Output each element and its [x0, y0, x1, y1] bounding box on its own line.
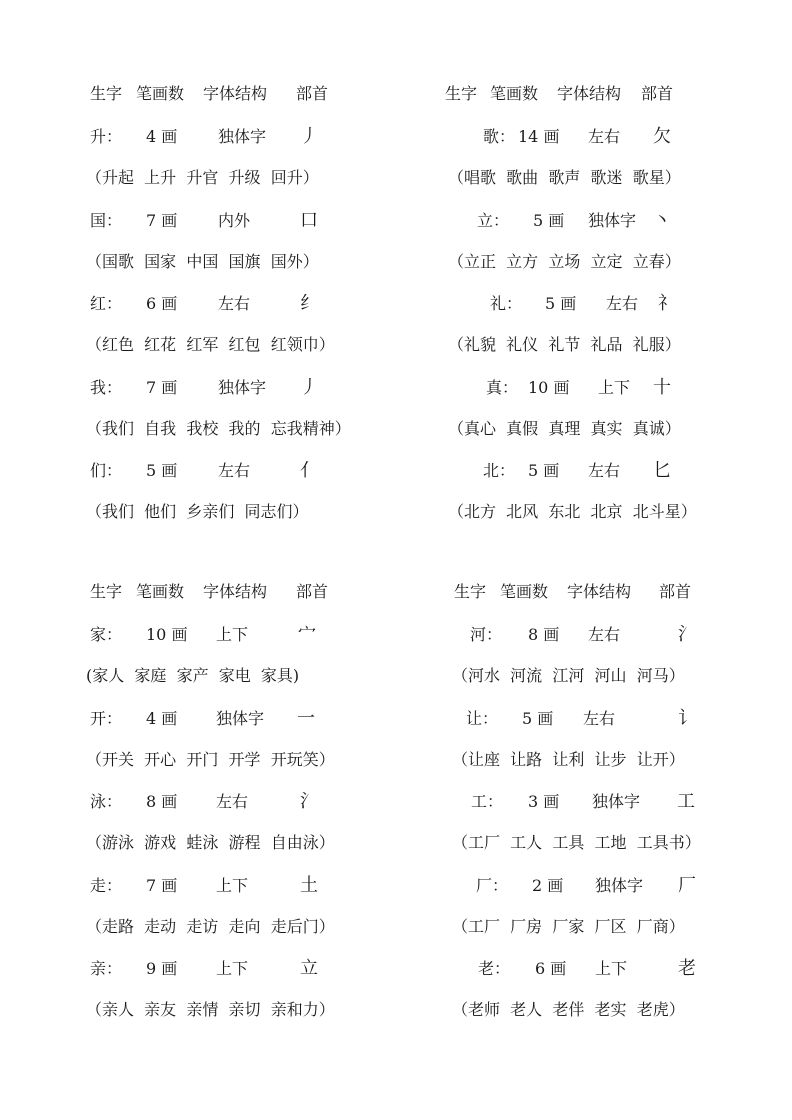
character: 礼： [490, 294, 523, 313]
stroke-count: 5 画 [528, 461, 560, 480]
structure: 上下 [216, 959, 249, 978]
radical: 立 [300, 958, 318, 979]
column-header: 字体结构 [557, 84, 622, 103]
radical: 氵 [300, 791, 318, 812]
stroke-count: 5 画 [146, 461, 178, 480]
example-words: （立正 立方 立场 立定 立春） [448, 252, 681, 271]
structure: 上下 [216, 876, 249, 895]
column-header: 字体结构 [203, 582, 268, 601]
example-words: （河水 河流 江河 河山 河马） [452, 666, 685, 685]
stroke-count: 7 画 [146, 378, 178, 397]
structure: 左右 [588, 625, 621, 644]
stroke-count: 7 画 [146, 211, 178, 230]
column-header: 部首 [659, 582, 692, 601]
column-header: 部首 [296, 582, 329, 601]
radical: 丿 [300, 377, 318, 398]
structure: 独体字 [588, 211, 637, 230]
character: 国： [90, 211, 123, 230]
stroke-count: 14 画 [518, 127, 560, 146]
radical: 十 [653, 377, 671, 398]
example-words: （老师 老人 老伴 老实 老虎） [452, 1000, 685, 1019]
character: 红： [90, 294, 123, 313]
example-words: （走路 走动 走访 走向 走后门） [86, 917, 335, 936]
radical: 丶 [653, 210, 671, 231]
example-words: （亲人 亲友 亲情 亲切 亲和力） [86, 1000, 335, 1019]
stroke-count: 9 画 [146, 959, 178, 978]
radical: 匕 [653, 460, 671, 481]
character: 让： [466, 709, 499, 728]
character: 我： [90, 378, 123, 397]
character: 立： [477, 211, 510, 230]
structure: 左右 [588, 127, 621, 146]
stroke-count: 5 画 [522, 709, 554, 728]
column-header: 部首 [296, 84, 329, 103]
structure: 左右 [606, 294, 639, 313]
example-words: （工厂 厂房 厂家 厂区 厂商） [452, 917, 685, 936]
example-words: （唱歌 歌曲 歌声 歌迷 歌星） [448, 168, 681, 187]
character: 亲： [90, 959, 123, 978]
column-header: 笔画数 [500, 582, 549, 601]
example-words: (家人 家庭 家产 家电 家具) [86, 666, 300, 685]
column-header: 生字 [445, 84, 478, 103]
column-header: 笔画数 [136, 84, 185, 103]
character: 厂： [476, 876, 509, 895]
structure: 左右 [218, 294, 251, 313]
column-header: 字体结构 [567, 582, 632, 601]
structure: 上下 [595, 959, 628, 978]
radical: 氵 [678, 624, 696, 645]
stroke-count: 10 画 [528, 378, 570, 397]
stroke-count: 2 画 [532, 876, 564, 895]
column-header: 生字 [90, 582, 123, 601]
example-words: （真心 真假 真理 真实 真诚） [448, 419, 681, 438]
character: 家： [90, 625, 123, 644]
character: 们： [90, 461, 123, 480]
example-words: （开关 开心 开门 开学 开玩笑） [86, 750, 335, 769]
example-words: （红色 红花 红军 红包 红领巾） [86, 335, 335, 354]
structure: 左右 [588, 461, 621, 480]
stroke-count: 6 画 [146, 294, 178, 313]
structure: 独体字 [218, 378, 267, 397]
stroke-count: 10 画 [146, 625, 188, 644]
radical: 老 [678, 958, 696, 979]
radical: 口 [300, 210, 318, 231]
column-header: 笔画数 [136, 582, 185, 601]
radical: 礻 [658, 293, 676, 314]
structure: 独体字 [592, 792, 641, 811]
column-header: 生字 [90, 84, 123, 103]
radical: 土 [300, 875, 318, 896]
example-words: （国歌 国家 中国 国旗 国外） [86, 252, 319, 271]
radical: 厂 [678, 875, 696, 896]
example-words: （工厂 工人 工具 工地 工具书） [452, 833, 701, 852]
character: 北： [483, 461, 516, 480]
stroke-count: 8 画 [528, 625, 560, 644]
stroke-count: 4 画 [146, 127, 178, 146]
character: 河： [470, 625, 503, 644]
radical: 讠 [678, 708, 696, 729]
example-words: （北方 北风 东北 北京 北斗星） [448, 502, 697, 521]
stroke-count: 4 画 [146, 709, 178, 728]
radical: 亻 [300, 460, 318, 481]
example-words: （我们 自我 我校 我的 忘我精神） [86, 419, 351, 438]
character: 歌： [483, 127, 516, 146]
character: 泳： [90, 792, 123, 811]
radical: 欠 [653, 126, 671, 147]
stroke-count: 6 画 [535, 959, 567, 978]
character: 真： [486, 378, 519, 397]
structure: 左右 [583, 709, 616, 728]
character: 走： [90, 876, 123, 895]
radical: 丿 [300, 126, 318, 147]
column-header: 部首 [641, 84, 674, 103]
example-words: （礼貌 礼仪 礼节 礼品 礼服） [448, 335, 681, 354]
stroke-count: 5 画 [533, 211, 565, 230]
radical: 纟 [300, 293, 318, 314]
column-header: 生字 [454, 582, 487, 601]
example-words: （升起 上升 升官 升级 回升） [86, 168, 319, 187]
character: 老： [478, 959, 511, 978]
structure: 独体字 [595, 876, 644, 895]
structure: 独体字 [218, 127, 267, 146]
structure: 内外 [218, 211, 251, 230]
radical: 宀 [298, 624, 316, 645]
stroke-count: 7 画 [146, 876, 178, 895]
radical: 工 [677, 791, 695, 812]
example-words: （游泳 游戏 蛙泳 游程 自由泳） [86, 833, 335, 852]
structure: 左右 [218, 461, 251, 480]
structure: 独体字 [216, 709, 265, 728]
character: 升： [90, 127, 123, 146]
radical: 一 [297, 708, 315, 729]
structure: 上下 [598, 378, 631, 397]
column-header: 字体结构 [203, 84, 268, 103]
character: 工： [471, 792, 504, 811]
stroke-count: 3 画 [528, 792, 560, 811]
stroke-count: 8 画 [146, 792, 178, 811]
stroke-count: 5 画 [545, 294, 577, 313]
example-words: （我们 他们 乡亲们 同志们） [86, 502, 309, 521]
column-header: 笔画数 [490, 84, 539, 103]
example-words: （让座 让路 让利 让步 让开） [452, 750, 685, 769]
character: 开： [90, 709, 123, 728]
structure: 左右 [216, 792, 249, 811]
structure: 上下 [216, 625, 249, 644]
